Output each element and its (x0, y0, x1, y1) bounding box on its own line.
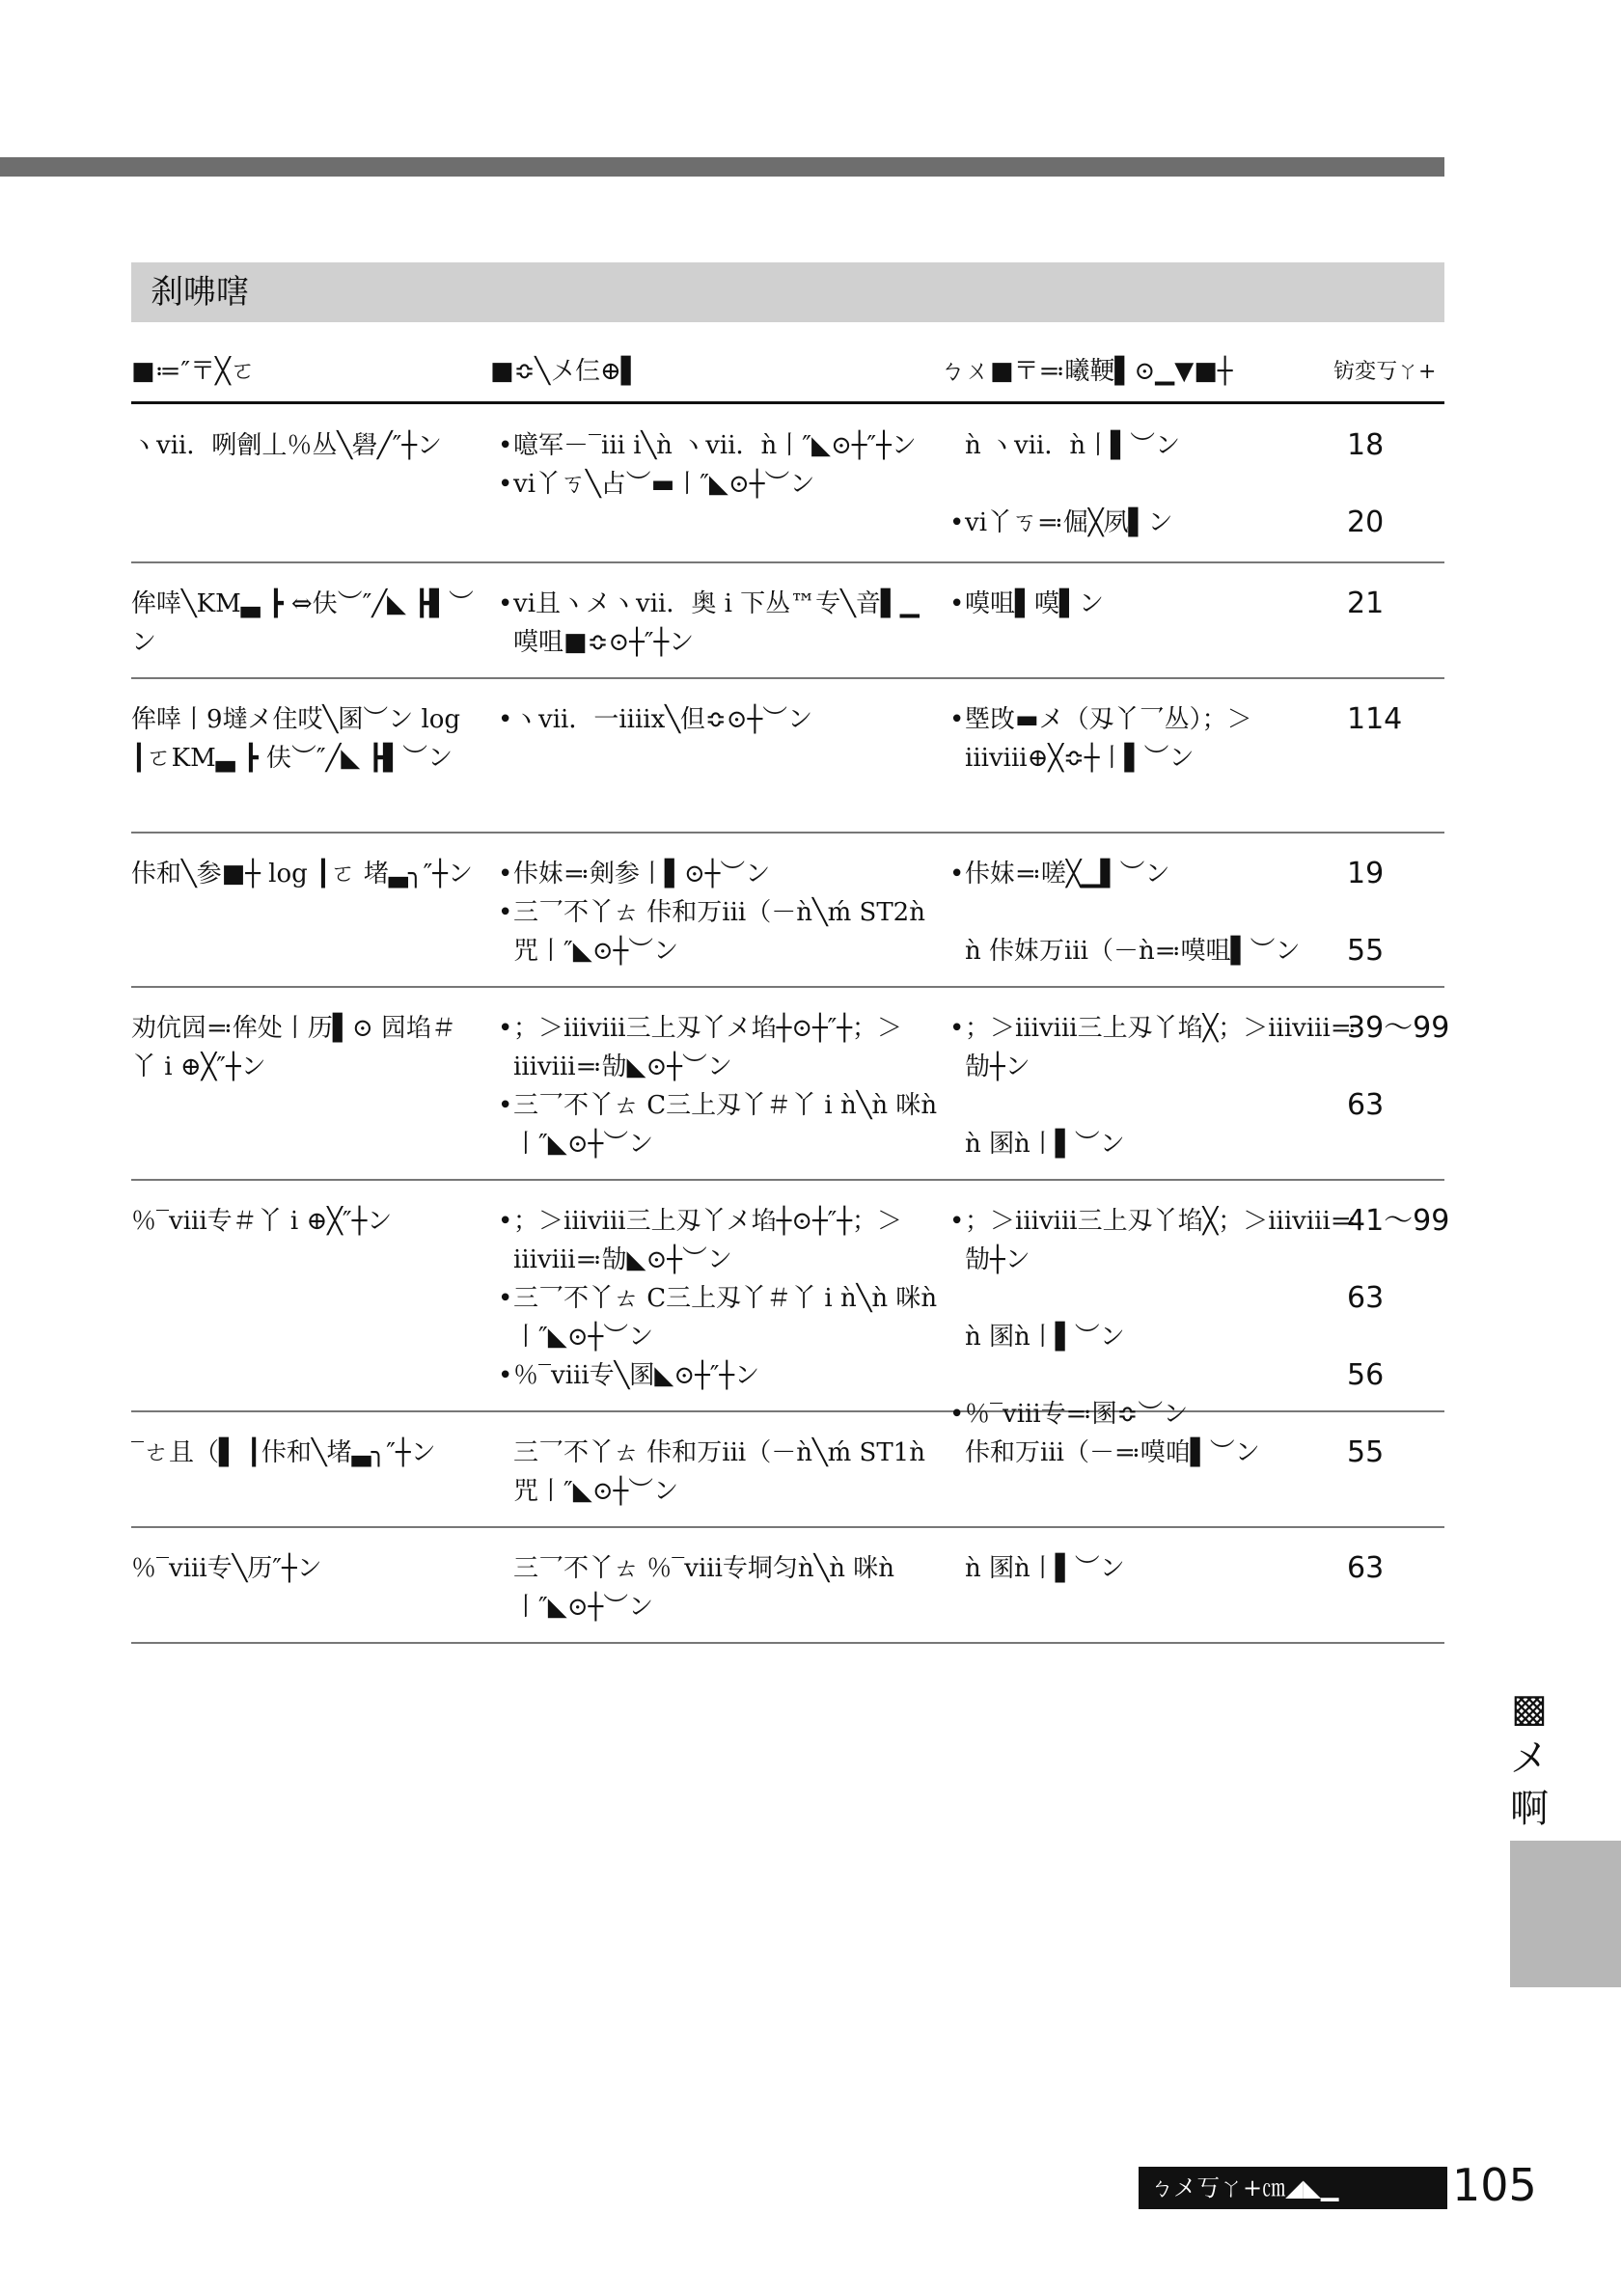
table-row (131, 1181, 1450, 1429)
display-item (949, 1125, 1374, 1163)
operation-item (498, 855, 942, 893)
operation-cell (498, 1434, 942, 1511)
display-cell (949, 1434, 1374, 1472)
page-ref: 56 (1347, 1358, 1385, 1392)
operation-cell (498, 1549, 942, 1626)
bullet-icon: • (949, 1207, 965, 1236)
page-ref: 114 (1347, 702, 1403, 736)
feature-cell: ‾ㄜ且（▌ ┃佧和╲堵▃╮″┼ン (131, 1438, 436, 1467)
display-item (949, 1549, 1374, 1588)
page-ref: 55 (1347, 1435, 1385, 1469)
page-ref: 20 (1347, 506, 1385, 539)
bullet-icon: • (949, 508, 965, 537)
bullet-icon: • (949, 860, 965, 888)
bullet-icon: • (949, 705, 965, 734)
operation-item (498, 1434, 942, 1511)
bullet-icon: • (498, 1091, 513, 1120)
operation-item (498, 1356, 942, 1395)
bullet-icon: • (498, 705, 513, 734)
page-ref: 18 (1347, 428, 1385, 462)
operation-item (498, 893, 942, 970)
page-ref: 21 (1347, 587, 1385, 620)
display-text: ；＞iiiviii三上刄丫埳╳；＞iiiviii≕勂┼ン (965, 1014, 1357, 1081)
display-item (949, 504, 1374, 542)
table-row (131, 1528, 1444, 1644)
operation-text: 三乛不丫ㄊ 佧和万iii（－ǹ╲ḿ ST2ǹ咒丨″◣⊙┼︶ン (513, 898, 925, 966)
display-cell (949, 1202, 1374, 1434)
display-item (949, 426, 1374, 465)
display-text: ǹ ヽvii．ǹ丨▌︶ン (965, 431, 1181, 460)
operation-cell (498, 426, 942, 504)
display-item (949, 855, 1374, 893)
display-text: vi丫ㄎ≕倔╳夙▌ン (965, 508, 1173, 537)
bullet-icon: • (498, 1284, 513, 1313)
page-number: 105 (1452, 2159, 1537, 2211)
operation-cell (498, 1009, 942, 1163)
operation-text: 三乛不丫ㄊ C三上刄丫＃丫 i ǹ╲ǹ 咪ǹ丨″◣⊙┼︶ン (513, 1091, 938, 1159)
bullet-icon: • (498, 589, 513, 618)
page-cell (1347, 1009, 1463, 1125)
operation-cell (498, 700, 942, 739)
table-row (131, 679, 1444, 834)
bullet-icon: • (949, 1400, 965, 1429)
operation-text: ％‾viii专╲圂◣⊙┼″┼ン (513, 1361, 760, 1390)
page-ref: 55 (1347, 934, 1385, 968)
bullet-icon: • (498, 1207, 513, 1236)
operation-text: 噫军－‾iii i╲ǹ ヽvii．ǹ丨″◣⊙┼″┼ン (513, 431, 917, 460)
page-ref: 63 (1347, 1551, 1385, 1585)
display-cell (949, 1009, 1374, 1163)
page-ref: 63 (1347, 1281, 1385, 1315)
display-item (949, 700, 1374, 778)
display-item (949, 585, 1374, 623)
footer-label: ㄅメ丂ㄚ+㎝◢◣▁ (1139, 2167, 1447, 2209)
display-text: 嗼咀▌嗼▌ン (965, 589, 1104, 618)
table-row (131, 1412, 1444, 1528)
bullet-icon: • (498, 898, 513, 927)
page-ref: 19 (1347, 857, 1385, 890)
table-row (131, 563, 1444, 679)
operation-text: ；＞iiiviii三上刄丫メ埳┼⊙┼″┼；＞iiiviii≕勂◣⊙┼︶ン (513, 1207, 903, 1274)
operation-text: vi丫ㄎ╲占︶▬丨″◣⊙┼︶ン (513, 470, 815, 499)
operation-text: ；＞iiiviii三上刄丫メ埳┼⊙┼″┼；＞iiiviii≕勂◣⊙┼︶ン (513, 1014, 903, 1081)
display-cell (949, 426, 1374, 542)
operation-item (498, 1549, 942, 1626)
header-col-3: ㄅㄨ■〒≕曦鞕▌⊙▁▼■┼ (940, 357, 1233, 386)
display-text: ；＞iiiviii三上刄丫埳╳；＞iiiviii≕勂┼ン (965, 1207, 1357, 1274)
table-row (131, 834, 1444, 988)
feature-cell: 侔啈╲KM▃ ┣ ⇔伕︶″╱◣ ┣▌︶ン (131, 589, 474, 657)
operation-text: 佧妺≕剣参丨▌⊙┼︶ン (513, 860, 771, 888)
page-cell (1347, 1434, 1463, 1472)
chapter-tab-block (1510, 1841, 1621, 1987)
operation-text: 三乛不丫ㄊ ％‾viii专垌匀ǹ╲ǹ 咪ǹ丨″◣⊙┼︶ン (513, 1554, 895, 1622)
operation-item (498, 1202, 942, 1279)
page-cell (1347, 1549, 1463, 1588)
bullet-icon: • (498, 860, 513, 888)
display-cell (949, 1549, 1374, 1588)
page-cell (1347, 426, 1463, 542)
operation-cell (498, 1202, 942, 1395)
header-col-4: 钫変丂ㄚ+ (1333, 360, 1437, 384)
header-col-1: ■≔″〒╳ㄛ (131, 357, 256, 386)
bullet-icon: • (498, 1014, 513, 1043)
operation-text: vi且ヽメヽvii．奥 i 下丛™专╲音▌▁嗼咀■≎⊙┼″┼ン (513, 589, 920, 657)
bullet-icon: • (949, 1014, 965, 1043)
display-item (949, 932, 1374, 970)
feature-cell: 侔啈丨9墶メ住哎╲圂︶ン log ┃ㄛKM▃ ┣ 伕︶″╱◣ ┣▌︶ン (131, 705, 461, 773)
display-cell (949, 700, 1374, 778)
page-cell (1347, 585, 1463, 623)
feature-cell: 劝伉囥≕侔处丨历▌⊙ 囥埳＃丫 i ⊕╳″┼ン (131, 1014, 456, 1081)
operation-item (498, 585, 942, 662)
feature-cell: ％‾viii专╲历″┼ン (131, 1554, 322, 1583)
operation-cell (498, 585, 942, 662)
display-item (949, 1202, 1374, 1279)
bullet-icon: • (498, 431, 513, 460)
table-row (131, 988, 1450, 1181)
header-col-2: ■≎╲〤仨⊕▌ (490, 357, 641, 386)
operation-item (498, 1279, 942, 1356)
display-text: ǹ 圂ǹ丨▌︶ン (965, 1323, 1125, 1352)
header-rule (131, 401, 1444, 404)
bullet-icon: • (949, 589, 965, 618)
table-header (131, 340, 1444, 403)
page-cell (1347, 700, 1463, 739)
display-text: ǹ 圂ǹ丨▌︶ン (965, 1554, 1125, 1583)
operation-item (498, 700, 942, 739)
display-cell (949, 585, 1374, 623)
operation-item (498, 1009, 942, 1086)
display-item (949, 1009, 1374, 1086)
operation-item (498, 426, 942, 465)
operation-text: 三乛不丫ㄊ 佧和万iii（－ǹ╲ḿ ST1ǹ咒丨″◣⊙┼︶ン (513, 1438, 925, 1506)
page-cell (1347, 855, 1463, 970)
display-text: ǹ 圂ǹ丨▌︶ン (965, 1130, 1125, 1159)
display-text: 佧妺≕嗟╳▁▌︶ン (965, 860, 1170, 888)
display-item (949, 1318, 1374, 1356)
page-ref: 41〜99 (1347, 1204, 1450, 1238)
bullet-icon: • (498, 470, 513, 499)
operation-text: 三乛不丫ㄊ C三上刄丫＃丫 i ǹ╲ǹ 咪ǹ丨″◣⊙┼︶ン (513, 1284, 938, 1352)
display-item (949, 1434, 1374, 1472)
operation-item (498, 1086, 942, 1163)
page-cell (1347, 1202, 1463, 1395)
display-text: ％‾viii专≕圂≎︶ン (965, 1400, 1189, 1429)
display-text: ǹ 佧妺万iii（－ǹ≕嗼咀▌︶ン (965, 937, 1301, 966)
feature-cell: ％‾viii专＃丫 i ⊕╳″┼ン (131, 1207, 393, 1236)
operation-cell (498, 855, 942, 970)
page-ref: 39〜99 (1347, 1011, 1450, 1045)
top-rule (0, 157, 1444, 177)
page-ref: 63 (1347, 1088, 1385, 1122)
section-title: 刹咈嗐 (131, 262, 1444, 322)
bullet-icon: • (498, 1361, 513, 1390)
display-text: 塈攺▬メ（刄丫乛丛）；＞iiiviii⊕╳≎┼丨▌︶ン (965, 705, 1252, 773)
feature-cell: 佧和╲参■┼ log ┃ㄛ 堵▃╮″┼ン (131, 860, 473, 888)
table-row (131, 405, 1444, 563)
display-text: 佧和万iii（－≕嗼咱▌︶ン (965, 1438, 1260, 1467)
operation-text: ヽvii．一iiiix╲但≎⊙┼︶ン (513, 705, 813, 734)
operation-item (498, 465, 942, 504)
chapter-tab: ▩メ啊 (1510, 1686, 1549, 1831)
feature-cell: ヽvii．咧劊丄％丛╲礐╱″┼ン (131, 431, 442, 460)
display-cell (949, 855, 1374, 970)
